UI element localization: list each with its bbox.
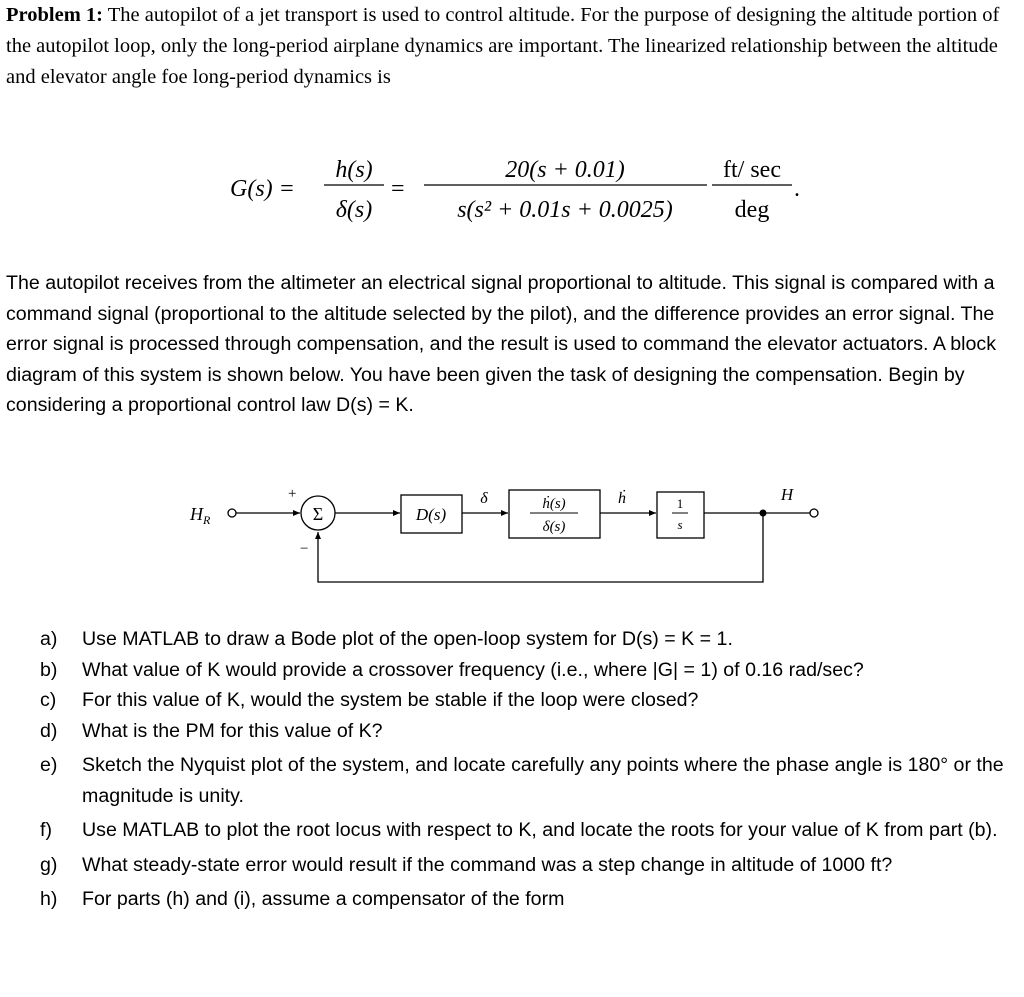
delta-label: δ bbox=[480, 490, 488, 507]
question-text: For parts (h) and (i), assume a compensator of the form bbox=[82, 888, 565, 910]
input-label: $H_R$ bbox=[190, 504, 211, 527]
question-item-a bbox=[40, 624, 1024, 655]
problem-label: Problem 1: bbox=[6, 4, 103, 26]
integrator-denominator: s bbox=[677, 517, 683, 532]
question-item-d bbox=[40, 716, 1024, 747]
question-text: Use MATLAB to plot the root locus with respect to K, and locate the roots for your value of K from part (b). bbox=[82, 819, 998, 841]
formula-period: . bbox=[794, 176, 800, 202]
question-label: g) bbox=[40, 853, 58, 876]
question-item-b bbox=[40, 655, 1024, 686]
integrator-numerator: 1 bbox=[676, 496, 684, 511]
formula-ratio-den: δ(s) bbox=[335, 197, 373, 223]
problem-intro-text: The autopilot of a jet transport is used to control altitude. For the purpose of designing the altitude portion of the autopilot loop, only the long-period airplane dynamics are important. The linearized relationship between the altitude and elevator angle foe long-period dynamics is bbox=[6, 4, 1000, 88]
formula-unit-num: ft/ sec bbox=[723, 157, 781, 183]
formula-denominator: s(s² + 0.01s + 0.0025) bbox=[457, 197, 673, 223]
formula-unit-den: deg bbox=[734, 197, 770, 223]
question-text: For this value of K, would the system be stable if the loop were closed? bbox=[82, 689, 699, 711]
description-paragraph: The autopilot receives from the altimeter an electrical signal proportional to altitude. This signal is compared with a command signal (proportional to the altitude selected by the pilot), and the difference provides an error signal. The error signal is processed through compensation, and the result is used to command the elevator actuators. A block diagram of this system is shown below. You have been given the task of designing the compensation. Begin by considering a proportional control law D(s) = K. bbox=[6, 272, 997, 417]
question-item-g bbox=[40, 850, 1024, 881]
sum-minus-sign: − bbox=[300, 541, 309, 557]
plant-denominator: δ(s) bbox=[542, 519, 566, 535]
plant-numerator: ḣ(s) bbox=[542, 496, 566, 512]
question-item-h bbox=[40, 884, 1024, 915]
question-item-e bbox=[40, 750, 1024, 811]
question-label: b) bbox=[40, 658, 58, 681]
question-text: What value of K would provide a crossover frequency (i.e., where |G| = 1) of 0.16 rad/sec? bbox=[82, 658, 864, 681]
question-text: Sketch the Nyquist plot of the system, and locate carefully any points where the phase angle is 180° or the magnitude is unity. bbox=[82, 754, 1004, 807]
question-label: a) bbox=[40, 628, 58, 650]
formula-numerator: 20(s + 0.01) bbox=[505, 157, 625, 183]
question-label: e) bbox=[40, 754, 58, 776]
question-label: c) bbox=[40, 689, 57, 711]
output-terminal bbox=[810, 509, 818, 517]
question-label: h) bbox=[40, 888, 58, 910]
output-label: H bbox=[780, 485, 794, 504]
question-text: What is the PM for this value of K? bbox=[82, 719, 383, 742]
question-item-c bbox=[40, 685, 1024, 716]
sum-symbol: Σ bbox=[312, 504, 324, 524]
formula-ratio-num: h(s) bbox=[335, 157, 373, 183]
question-item-f bbox=[40, 815, 1024, 846]
block-diagram bbox=[0, 470, 1024, 600]
transfer-function-formula bbox=[0, 140, 1024, 240]
hdot-label: ḣ bbox=[618, 490, 626, 507]
question-text: What steady-state error would result if the command was a step change in altitude of 1000 ft? bbox=[82, 853, 893, 876]
input-terminal bbox=[228, 509, 236, 517]
question-text: Use MATLAB to draw a Bode plot of the open-loop system for D(s) = K = 1. bbox=[82, 628, 733, 650]
sum-plus-sign: + bbox=[288, 486, 297, 502]
question-label: f) bbox=[40, 819, 52, 841]
question-list bbox=[40, 624, 1024, 915]
problem-intro bbox=[6, 0, 1016, 93]
question-label: d) bbox=[40, 719, 58, 742]
formula-lhs: G(s) = bbox=[230, 176, 295, 202]
formula-equals: = bbox=[391, 176, 405, 202]
controller-label: D(s) bbox=[415, 505, 447, 524]
